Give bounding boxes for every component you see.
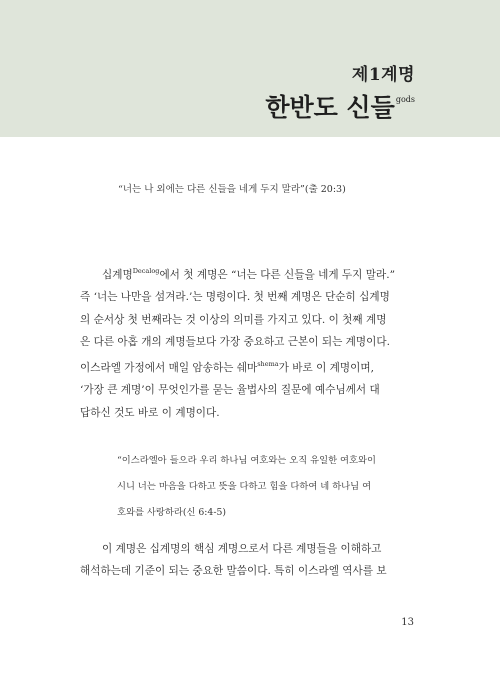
text-run: 십계명 — [102, 269, 133, 281]
paragraph-line — [80, 260, 415, 286]
page-number: 13 — [401, 617, 414, 628]
chapter-title-text: 한반도 신들 — [265, 93, 395, 122]
paragraph-line: ‘가장 큰 계명’이 무엇인가를 묻는 율법사의 질문에 예수님께서 대 — [80, 384, 380, 397]
superscript-term: Decalog — [132, 267, 160, 275]
paragraph-line: 이 계명은 십계명의 핵심 계명으로서 다른 계명들을 이해하고 — [102, 543, 382, 555]
text-run: 가 바로 이 계명이며, — [278, 362, 374, 375]
chapter-title — [265, 88, 415, 124]
chapter-header-band — [0, 0, 500, 137]
scripture-quote — [117, 448, 407, 526]
chapter-title-superscript: gods — [395, 95, 415, 104]
quote-line: “이스라엘아 들으라 우리 하나님 여호와는 오직 유일한 여호와이 — [117, 455, 376, 466]
text-run: 에서 첫 계명은 “너는 다른 신들을 네게 두지 말라.” — [159, 269, 396, 281]
paragraph-2 — [80, 538, 415, 583]
paragraph-1 — [80, 260, 415, 424]
text-run: 이스라엘 가정에서 매일 암송하는 쉐마 — [80, 362, 258, 375]
paragraph-line: 해석하는데 기준이 되는 중요한 말씀이다. 특히 이스라엘 역사를 보 — [80, 565, 387, 578]
paragraph-line: 은 다른 아홉 개의 계명들보다 가장 중요하고 근본이 되는 계명이다. — [80, 335, 390, 348]
quote-line: 호와를 사랑하라(신 6:4-5) — [117, 507, 227, 518]
paragraph-line: 즉 ‘너는 나만을 섬겨라.’는 명령이다. 첫 번째 계명은 단순히 십계명 — [80, 291, 390, 304]
quote-line: 시니 너는 마음을 다하고 뜻을 다하고 힘을 다하여 네 하나님 여 — [117, 481, 372, 492]
paragraph-line — [80, 353, 415, 379]
paragraph-line: 답하신 것도 바로 이 계명이다. — [80, 406, 220, 419]
paragraph-line: 의 순서상 첫 번째라는 것 이상의 의미를 가지고 있다. 이 첫째 계명 — [80, 313, 387, 326]
epigraph: “너는 나 외에는 다른 신들을 네게 두지 말라”(출 20:3) — [118, 184, 346, 195]
superscript-term: shema — [257, 360, 279, 369]
chapter-label: 제1계명 — [351, 65, 415, 85]
